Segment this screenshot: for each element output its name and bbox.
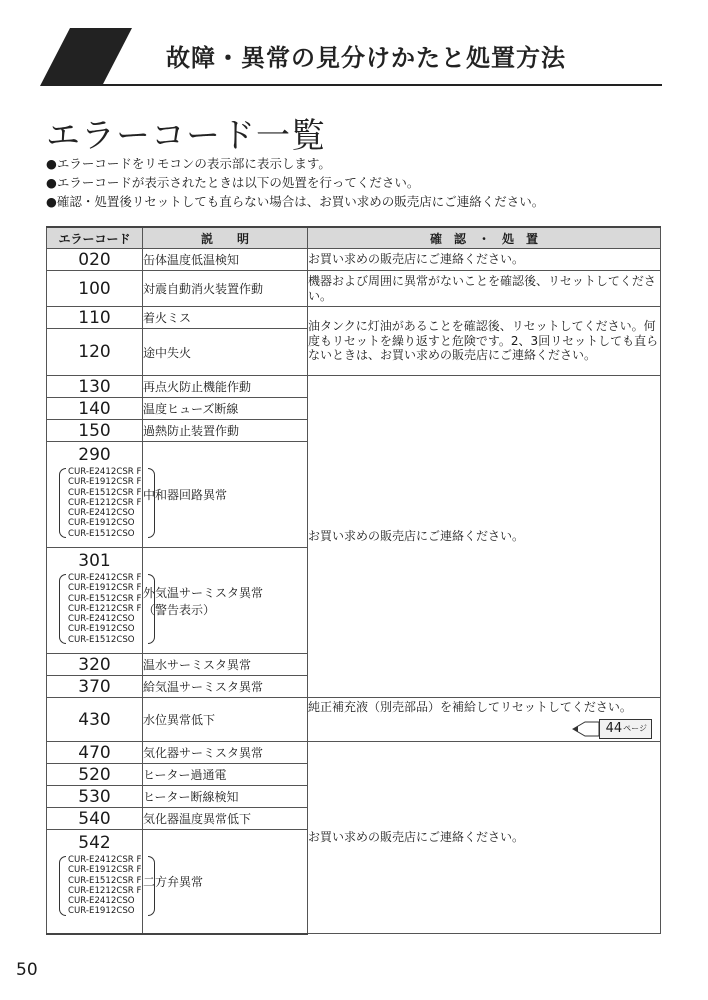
error-code: 530 [47, 786, 143, 808]
error-description: 再点火防止機能作動 [143, 376, 308, 398]
model-name: CUR-E2412CSO [68, 896, 135, 907]
error-code: 430 [47, 698, 143, 742]
model-list [59, 467, 155, 539]
table-row [47, 742, 661, 764]
model-name: CUR-E1912CSO [68, 624, 135, 635]
model-name: CUR-E1212CSR F [68, 603, 142, 614]
error-code: 520 [47, 764, 143, 786]
model-name: CUR-E1512CSO [68, 634, 135, 645]
intro-item: ●エラーコードが表示されたときは以下の処置を行ってください。 [46, 175, 420, 190]
model-name: CUR-E2412CSR F [68, 855, 142, 865]
error-action: お買い求めの販売店にご連絡ください。 [308, 742, 661, 934]
error-description: 温水サーミスタ異常 [143, 654, 308, 676]
error-description: 気化器サーミスタ異常 [143, 742, 308, 764]
error-description: 気化器温度異常低下 [143, 808, 308, 830]
error-action-cell [308, 698, 661, 742]
model-name: CUR-E1212CSR F [68, 497, 142, 508]
error-code-cell [47, 830, 143, 934]
model-name: CUR-E1912CSO [68, 906, 135, 917]
warning-note: （警告表示） [143, 602, 216, 617]
error-description: 途中失火 [143, 329, 308, 376]
error-description-cell [143, 548, 308, 654]
table-row [47, 249, 661, 271]
error-action: お買い求めの販売店にご連絡ください。 [308, 249, 661, 271]
error-description: 着火ミス [143, 307, 308, 329]
intro-item: ●エラーコードをリモコンの表示部に表示します。 [46, 156, 331, 171]
error-action: 機器および周囲に異常がないことを確認後、リセットしてください。 [308, 271, 661, 307]
error-code: 150 [47, 420, 143, 442]
error-code: 470 [47, 742, 143, 764]
page-reference[interactable] [308, 719, 652, 739]
model-list [59, 855, 155, 917]
model-name: CUR-E2412CSR F [68, 467, 142, 477]
intro-item: ●確認・処置後リセットしても直らない場合は、お買い求めの販売店にご連絡ください。 [46, 194, 545, 209]
error-description: 外気温サーミスタ異常 [143, 585, 264, 600]
table-header-row [47, 227, 661, 249]
table-row [47, 307, 661, 329]
error-code: 301 [78, 551, 111, 571]
error-code: 020 [47, 249, 143, 271]
model-name: CUR-E1912CSO [68, 518, 135, 529]
model-name: CUR-E1212CSR F [68, 885, 142, 896]
section-header [40, 28, 662, 86]
model-list [59, 573, 155, 645]
error-code: 320 [47, 654, 143, 676]
section-title: 故障・異常の見分けかたと処置方法 [166, 44, 566, 72]
table-row [47, 376, 661, 398]
error-description: 給気温サーミスタ異常 [143, 676, 308, 698]
pencil-icon [571, 719, 599, 739]
model-name: CUR-E1512CSR F [68, 593, 142, 604]
page-title: エラーコード一覧 [46, 116, 326, 156]
model-name: CUR-E1512CSR F [68, 875, 142, 886]
table-row [47, 698, 661, 742]
error-code: 542 [78, 833, 111, 853]
header-code: エラーコード [47, 227, 143, 249]
error-code: 140 [47, 398, 143, 420]
error-code: 120 [47, 329, 143, 376]
header-action: 確 認 ・ 処 置 [308, 227, 661, 249]
model-name: CUR-E1912CSR F [68, 477, 142, 488]
error-code: 130 [47, 376, 143, 398]
header-description: 説 明 [143, 227, 308, 249]
page-number: 50 [16, 960, 38, 980]
error-code: 110 [47, 307, 143, 329]
error-description: ヒーター断線検知 [143, 786, 308, 808]
error-description: 水位異常低下 [143, 698, 308, 742]
error-action: お買い求めの販売店にご連絡ください。 [308, 376, 661, 698]
page-reference-label [599, 719, 652, 739]
error-description: 温度ヒューズ断線 [143, 398, 308, 420]
error-description: 二方弁異常 [143, 830, 308, 934]
error-code: 290 [78, 445, 111, 465]
error-description: 中和器回路異常 [143, 442, 308, 548]
error-code-cell [47, 442, 143, 548]
page-reference-unit: ページ [623, 723, 647, 733]
error-description: 過熱防止装置作動 [143, 420, 308, 442]
error-code: 100 [47, 271, 143, 307]
error-action: 油タンクに灯油があることを確認後、リセットしてください。何度もリセットを繰り返すと危険です。2、3回リセットしても直らないときは、お買い求めの販売店にご連絡ください。 [308, 307, 661, 376]
model-name: CUR-E1512CSR F [68, 487, 142, 498]
model-name: CUR-E1912CSR F [68, 865, 142, 876]
model-name: CUR-E2412CSO [68, 508, 135, 519]
error-code-table [46, 226, 661, 935]
intro-list [46, 154, 544, 211]
table-row [47, 271, 661, 307]
model-name: CUR-E1512CSO [68, 528, 135, 539]
error-code: 370 [47, 676, 143, 698]
page-reference-number: 44 [605, 720, 623, 736]
error-description: 対震自動消火装置作動 [143, 271, 308, 307]
error-description: ヒーター過通電 [143, 764, 308, 786]
error-code: 540 [47, 808, 143, 830]
model-name: CUR-E2412CSR F [68, 573, 142, 583]
error-description: 缶体温度低温検知 [143, 249, 308, 271]
error-action: 純正補充液（別売部品）を補給してリセットしてください。 [308, 700, 632, 715]
model-name: CUR-E1912CSR F [68, 583, 142, 594]
model-name: CUR-E2412CSO [68, 614, 135, 625]
error-code-cell [47, 548, 143, 654]
